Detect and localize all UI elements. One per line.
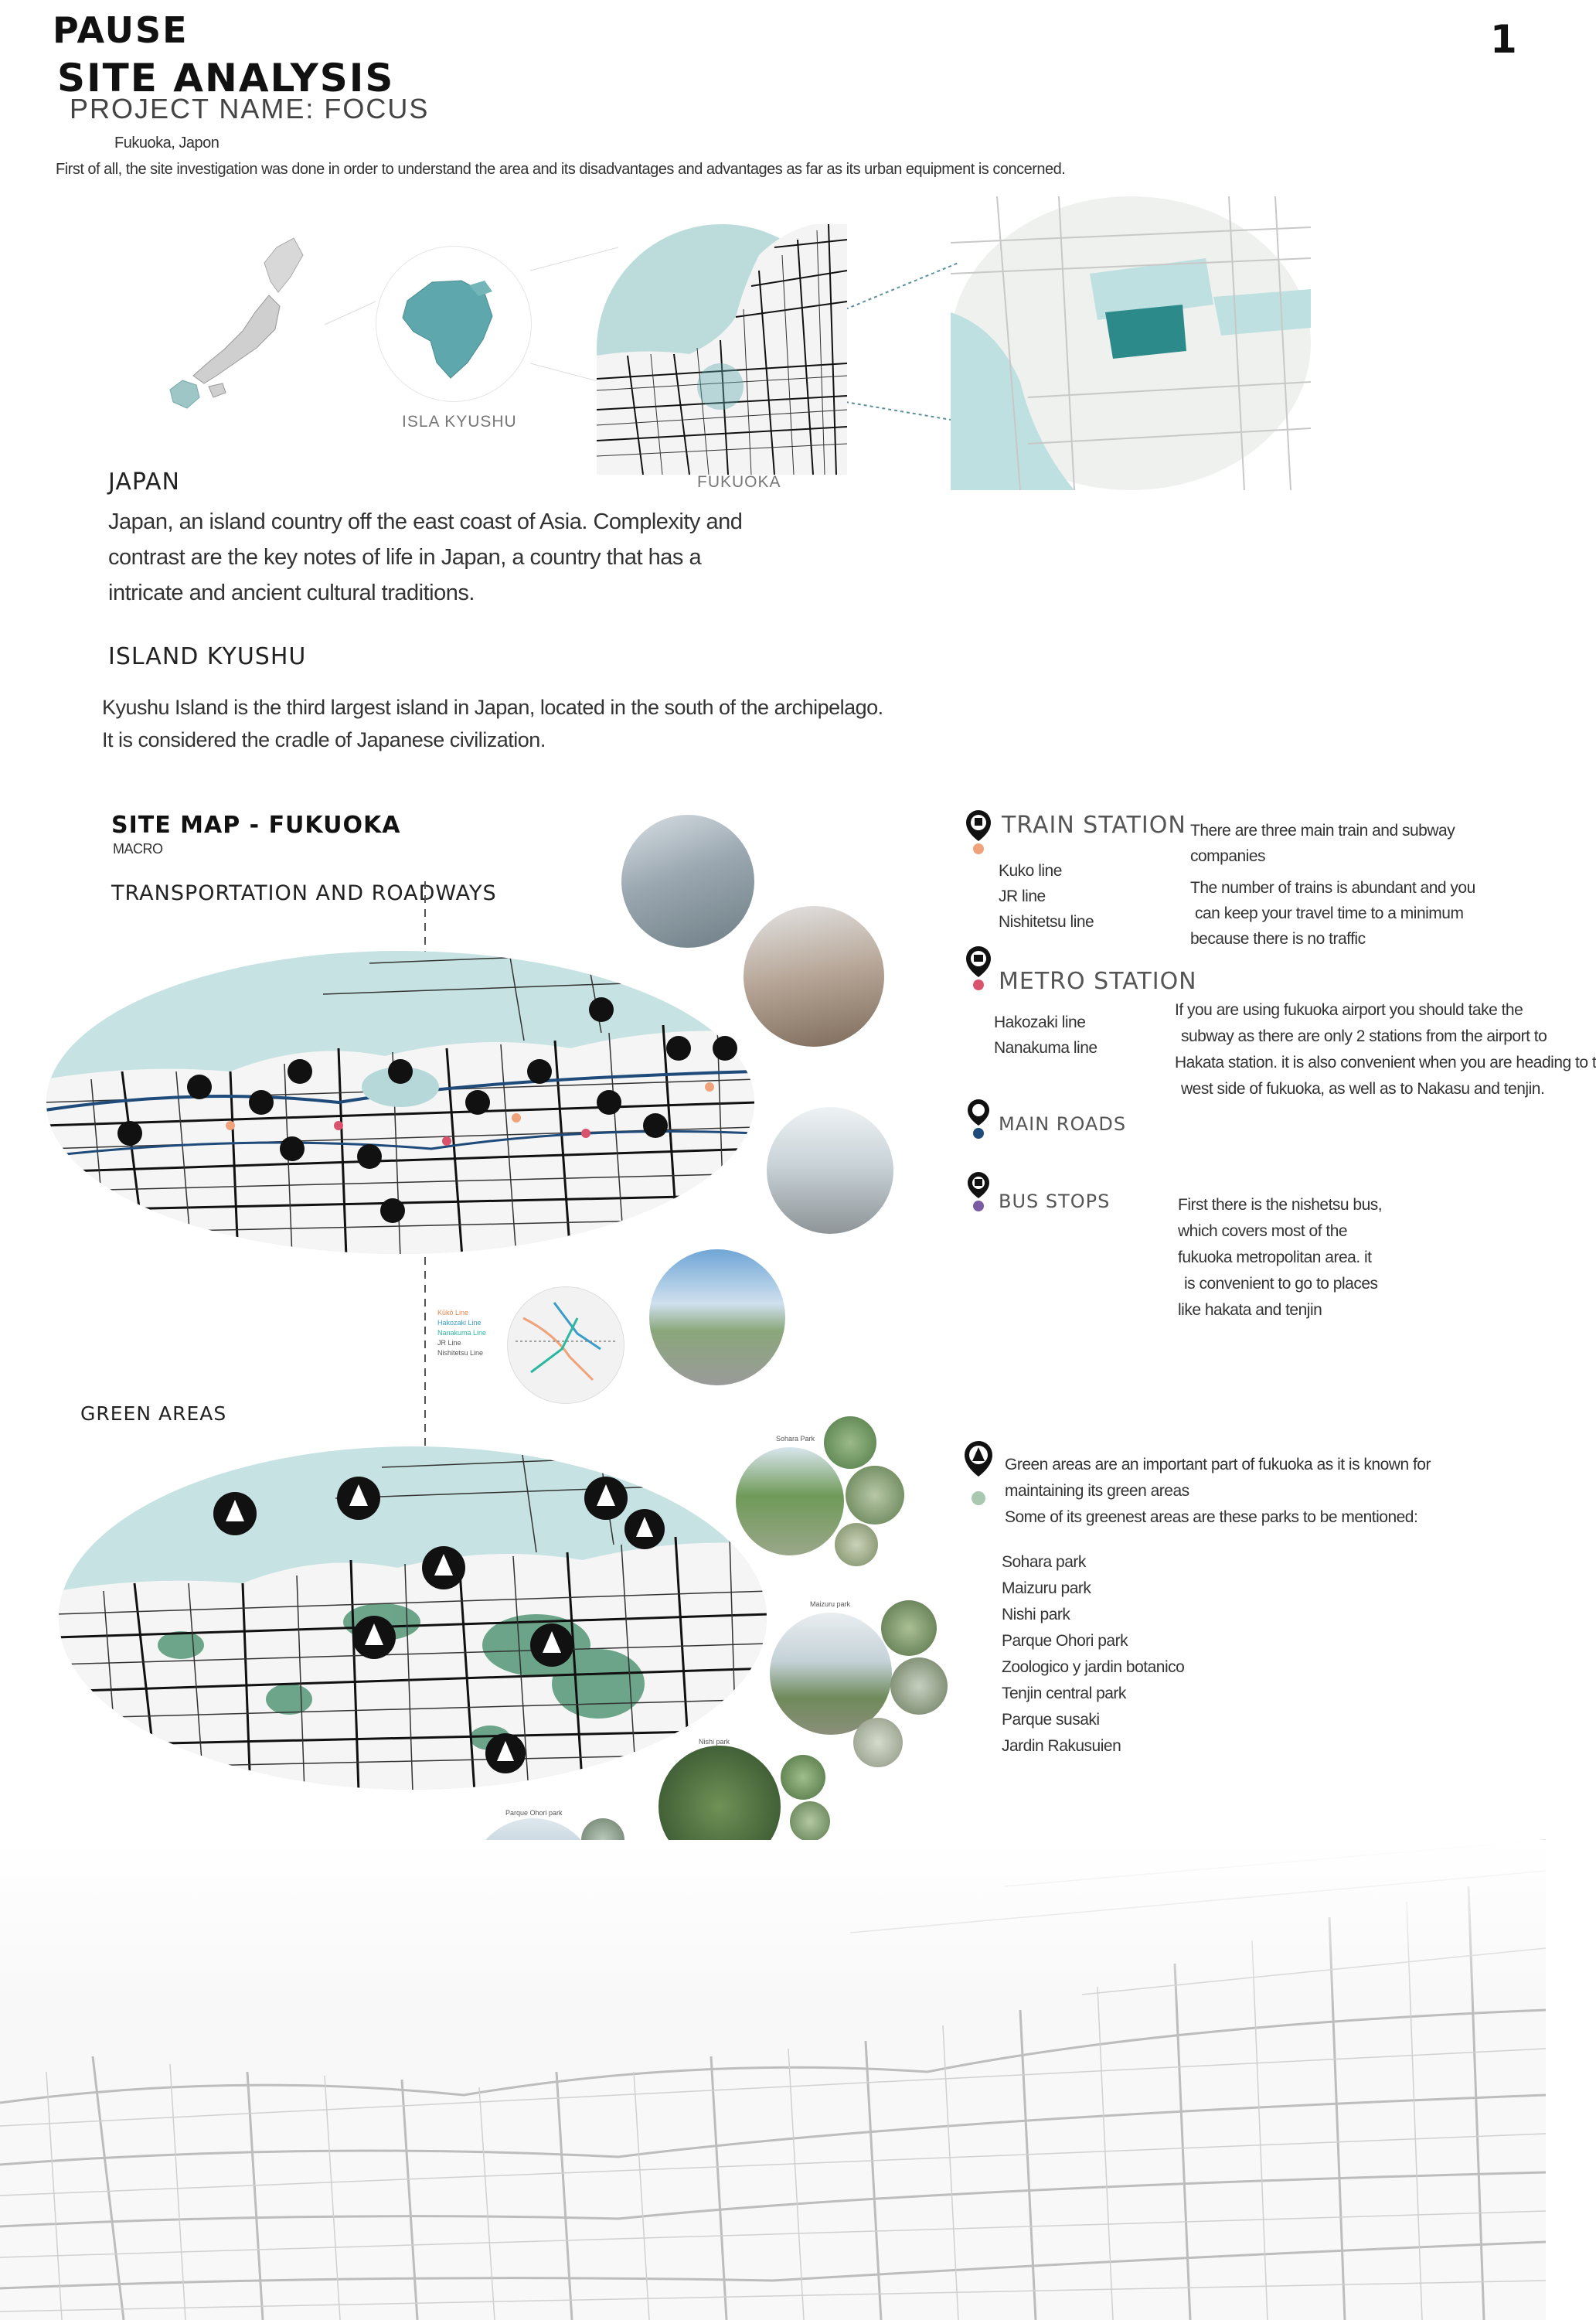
fukuoka-map: [597, 224, 847, 475]
bus-note-line: is convenient to go to places: [1184, 1275, 1378, 1293]
park-list-item: Maizuru park: [1002, 1579, 1091, 1597]
kyushu-heading: ISLAND KYUSHU: [108, 643, 307, 670]
metro-note-line: subway as there are only 2 stations from the airport to: [1181, 1027, 1547, 1045]
japan-text-line: contrast are the key notes of life in Japan, a country that has a: [108, 545, 702, 570]
green-areas-heading: GREEN AREAS: [80, 1402, 227, 1425]
bus-note-line: First there is the nishetsu bus,: [1178, 1196, 1383, 1214]
photo-sohara-4: [835, 1523, 878, 1566]
bus-note: [1178, 1192, 1382, 1324]
bus-note-line: fukuoka metropolitan area. it: [1178, 1249, 1372, 1266]
site-map-subtitle: MACRO: [113, 841, 163, 857]
train-note-line: companies: [1190, 847, 1266, 865]
train-marker-icon: [963, 809, 994, 855]
site-detail-map: [951, 196, 1311, 490]
photo-sohara-3: [846, 1466, 904, 1525]
park-list-item: Sohara park: [1002, 1553, 1086, 1571]
photo-main-road-1: [767, 1107, 893, 1234]
metro-note-line: Hakata station. it is also convenient when you are heading to t: [1175, 1054, 1596, 1071]
park-list-item: Jardin Rakusuien: [1002, 1737, 1121, 1755]
subway-diagram: [507, 1286, 624, 1404]
parks-list: [1002, 1549, 1184, 1760]
park-list-item: Zoologico y jardin botanico: [1002, 1658, 1185, 1676]
maizuru-park-label: Maizuru park: [810, 1600, 851, 1608]
road-marker-icon: [965, 1098, 992, 1141]
green-note-line: Some of its greenest areas are these parks to be mentioned:: [1005, 1508, 1418, 1526]
photo-maizuru-park: [770, 1613, 892, 1735]
project-name: PROJECT NAME: FOCUS: [70, 93, 430, 124]
photo-train-station: [621, 815, 754, 948]
main-roads-title: MAIN ROADS: [999, 1113, 1127, 1135]
subway-legend: [437, 1308, 486, 1358]
bus-stops-title: BUS STOPS: [999, 1191, 1111, 1212]
location-label: Fukuoka, Japon: [114, 135, 219, 152]
park-list-item: Tenjin central park: [1002, 1685, 1126, 1702]
train-note-line: The number of trains is abundant and you: [1190, 879, 1475, 897]
metro-lines: [994, 1010, 1097, 1061]
green-note: [1005, 1452, 1431, 1531]
photo-maizuru-4: [853, 1718, 903, 1767]
bus-note-line: which covers most of the: [1178, 1222, 1348, 1240]
park-list-item: Parque Ohori park: [1002, 1632, 1128, 1650]
train-line-item: Kuko line: [999, 862, 1062, 880]
train-lines: [999, 858, 1094, 935]
park-marker-icon: [961, 1439, 995, 1509]
train-station-title: TRAIN STATION: [1002, 812, 1186, 839]
japan-heading: JAPAN: [108, 468, 180, 496]
page-number: 1: [1490, 17, 1519, 62]
photo-maizuru-2: [881, 1600, 937, 1656]
train-line-item: Nishitetsu line: [999, 913, 1094, 931]
photo-sohara-2: [824, 1416, 876, 1469]
train-line-item: JR line: [999, 887, 1046, 905]
photo-main-road-2: [649, 1249, 785, 1385]
photo-metro-entrance: [744, 906, 884, 1047]
metro-marker-icon: [963, 945, 994, 991]
metro-note-line: If you are using fukuoka airport you should take the: [1175, 1001, 1523, 1019]
bus-note-line: like hakata and tenjin: [1178, 1301, 1322, 1319]
transport-map: [45, 948, 756, 1257]
metro-note-line: west side of fukuoka, as well as to Nakasu and tenjin.: [1181, 1080, 1545, 1098]
metro-station-title: METRO STATION: [999, 968, 1197, 995]
japan-text-line: Japan, an island country off the east coast of Asia. Complexity and: [108, 509, 743, 534]
subway-legend-item: Hakozaki Line: [437, 1319, 482, 1327]
metro-line-item: Nanakuma line: [994, 1039, 1097, 1057]
kyushu-text-line: Kyushu Island is the third largest island in Japan, located in the south of the archipelago.: [102, 696, 883, 719]
nishi-park-label: Nishi park: [699, 1738, 730, 1746]
train-note-line: because there is no traffic: [1190, 930, 1366, 948]
photo-maizuru-3: [890, 1657, 948, 1715]
train-note-2: [1190, 875, 1475, 952]
subway-legend-item: Kūkō Line: [437, 1309, 469, 1317]
photo-nishi-2: [781, 1755, 825, 1800]
japan-text: [108, 504, 742, 611]
japan-text-line: intricate and ancient cultural traditions.: [108, 581, 475, 605]
metro-line-item: Hakozaki line: [994, 1014, 1086, 1031]
green-note-line: maintaining its green areas: [1005, 1482, 1189, 1500]
bus-marker-icon: [965, 1170, 992, 1214]
transport-heading: TRANSPORTATION AND ROADWAYS: [111, 881, 497, 905]
park-list-item: Nishi park: [1002, 1606, 1070, 1623]
brand-title: PAUSE: [53, 9, 189, 51]
green-note-line: Green areas are an important part of fukuoka as it is known for: [1005, 1456, 1431, 1473]
photo-nishi-3: [790, 1801, 830, 1841]
subway-legend-item: Nishitetsu Line: [437, 1349, 484, 1357]
city-label: FUKUOKA: [697, 473, 781, 491]
ohori-park-label: Parque Ohori park: [505, 1809, 563, 1817]
page-title: SITE ANALYSIS: [57, 56, 395, 100]
metro-note: [1175, 997, 1596, 1102]
sohara-park-label: Sohara Park: [776, 1435, 815, 1443]
train-note-1: [1190, 818, 1455, 869]
train-note-line: can keep your travel time to a minimum: [1195, 904, 1464, 922]
photo-sohara-park: [736, 1447, 844, 1555]
intro-text: First of all, the site investigation was done in order to understand the area and its disadvantages and advantages as far as its urban equipment is concerned.: [56, 161, 1066, 178]
kyushu-text: [102, 691, 883, 756]
green-areas-map: [57, 1444, 768, 1792]
park-list-item: Parque susaki: [1002, 1711, 1100, 1729]
kyushu-text-line: It is considered the cradle of Japanese civilization.: [102, 728, 546, 751]
island-label: ISLA KYUSHU: [402, 413, 517, 431]
background-city-map: [0, 1840, 1546, 2320]
subway-legend-item: Nanakuma Line: [437, 1329, 487, 1337]
site-map-title: SITE MAP - FUKUOKA: [111, 812, 401, 839]
train-note-line: There are three main train and subway: [1190, 822, 1455, 840]
subway-legend-item: JR Line: [437, 1339, 461, 1347]
